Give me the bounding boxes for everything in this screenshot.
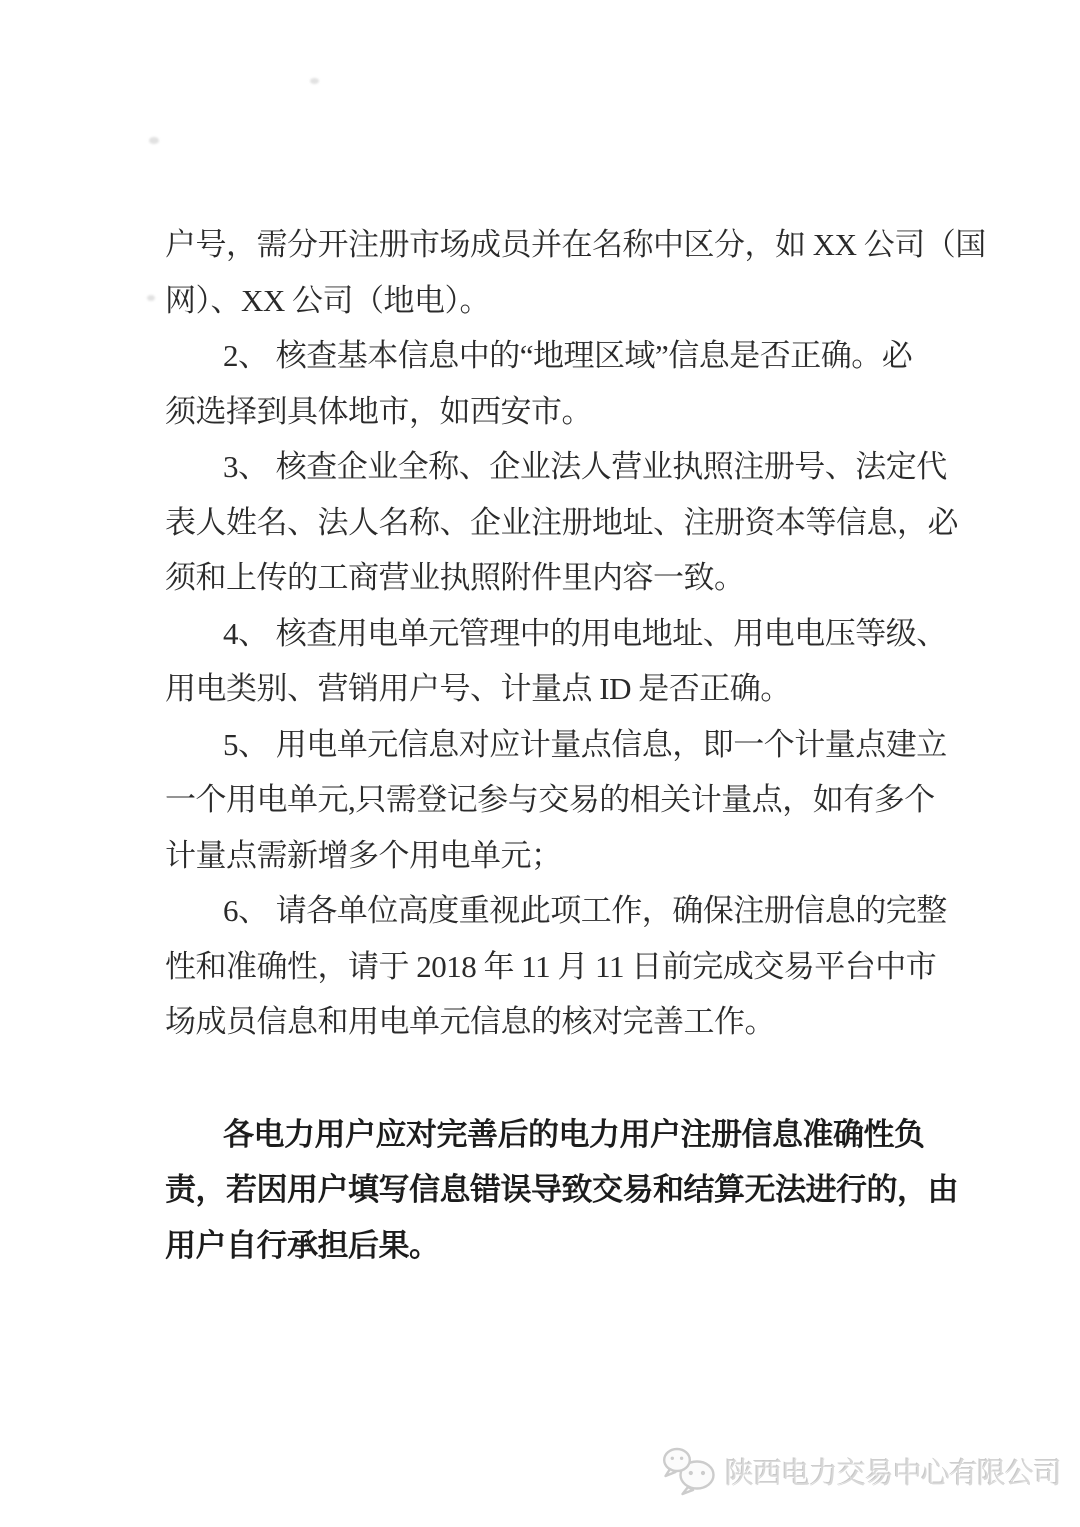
text-line: 用电类别、营销用户号、计量点 ID 是否正确。 (165, 671, 791, 707)
text-line: 场成员信息和用电单元信息的核对完善工作。 (165, 1004, 775, 1040)
text-line: 一个用电单元,只需登记参与交易的相关计量点，如有多个 (165, 782, 935, 818)
text-line: 性和准确性，请于 2018 年 11 月 11 日前完成交易平台中市 (165, 948, 937, 984)
paragraph-gap (165, 1047, 955, 1104)
text-line: 户号，需分开注册市场成员并在名称中区分，如 XX 公司（国 (165, 227, 986, 263)
text-line: 须和上传的工商营业执照附件里内容一致。 (165, 560, 745, 596)
text-line: 6、 请各单位高度重视此项工作，确保注册信息的完整 (223, 893, 947, 929)
text-line: 须选择到具体地市，如西安市。 (165, 393, 592, 429)
footer-company-name: 陕西电力交易中心有限公司 (725, 1457, 1062, 1490)
text-line: 5、 用电单元信息对应计量点信息，即一个计量点建立 (223, 726, 947, 762)
text-line: 表人姓名、法人名称、企业注册地址、注册资本等信息，必 (165, 504, 958, 540)
text-line: 各电力用户应对完善后的电力用户注册信息准确性负 (223, 1116, 925, 1152)
wechat-icon (662, 1446, 718, 1496)
text-line: 3、 核查企业全称、企业法人营业执照注册号、法定代 (223, 449, 947, 485)
text-line: 2、 核查基本信息中的“地理区域”信息是否正确。必 (223, 338, 913, 374)
text-line: 用户自行承担后果。 (165, 1227, 440, 1263)
text-line: 4、 核查用电单元管理中的用电地址、用电电压等级、 (223, 615, 947, 651)
document-body (165, 214, 986, 1270)
scan-speck (310, 78, 319, 84)
scan-speck (147, 295, 155, 301)
scan-speck (149, 137, 159, 144)
text-line: 计量点需新增多个用电单元； (165, 837, 562, 873)
footer-watermark (662, 1446, 1061, 1496)
text-line: 网）、XX 公司（地电）。 (165, 282, 491, 318)
text-line: 责，若因用户填写信息错误导致交易和结算无法进行的，由 (165, 1172, 958, 1208)
